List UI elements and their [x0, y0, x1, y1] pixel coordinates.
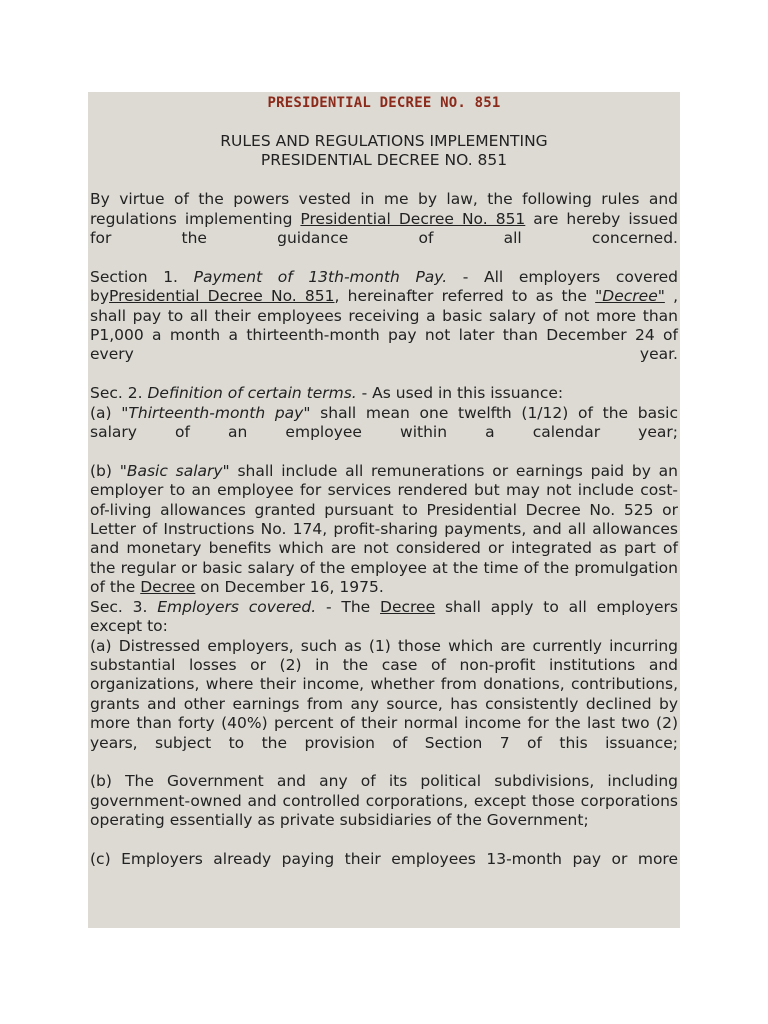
section-2-heading-paragraph: Sec. 2. Definition of certain terms. - As used in this issuance: [90, 384, 564, 403]
section-3-item-b: (b) The Government and any of its political subdivisions, including government-owned and controlled corporations, except those corporations operating essentially as private subsidiaries of the Government; [90, 772, 678, 830]
section-3-label: Sec. 3. [90, 597, 148, 616]
section-2-label: Sec. 2. [90, 384, 143, 403]
document-page [88, 92, 680, 928]
pd-851-link[interactable]: Presidential Decree No. 851 [300, 209, 526, 228]
section-2-item-a: (a) "Thirteenth-month pay" shall mean one twelfth (1/12) of the basic salary of an employee within a calendar year; [90, 403, 678, 442]
subtitle-line-2: PRESIDENTIAL DECREE NO. 851 [260, 151, 508, 170]
section-3-item-a: (a) Distressed employers, such as (1) those which are currently incurring substantial losses or (2) in the case of non-profit institutions and organizations, where their income, whether from donations, contributions, grants and other earnings from any source, has consistently declined by more than forty (40%) percent of their normal income for the last two (2) years, subject to the provision of Section 7 of this issuance; [90, 636, 678, 752]
subtitle-line-1: RULES AND REGULATIONS IMPLEMENTING [220, 132, 548, 150]
section-3-heading-paragraph: Sec. 3. Employers covered. - The Decree shall apply to all employers except to: [90, 597, 678, 636]
document-title: PRESIDENTIAL DECREE NO. 851 [267, 95, 501, 111]
term-thirteenth-month-pay: "Thirteenth-month pay" [121, 403, 311, 422]
section-3-heading: Employers covered. [157, 597, 317, 616]
term-basic-salary: "Basic salary" [119, 461, 230, 480]
section-2-heading: Definition of certain terms. [147, 384, 357, 403]
decree-link-2[interactable]: Decree [140, 578, 196, 597]
intro-paragraph: By virtue of the powers vested in me by law, the following rules and regulations implementing Presidential Decree No. 851 are hereby issued for the guidance of all concerned. [90, 190, 678, 248]
document-subtitle [90, 132, 678, 171]
section-1-heading: Payment of 13th-month Pay. [193, 267, 448, 286]
decree-link-3[interactable]: Decree [380, 597, 436, 616]
document-body [88, 94, 680, 869]
section-3-item-c: (c) Employers already paying their employees 13-month pay or more [90, 849, 678, 868]
decree-link[interactable]: "Decree" [595, 287, 665, 306]
section-1-paragraph: Section 1. Payment of 13th-month Pay. - All employers covered byPresidential Decree No. 851, hereinafter referred to as the "Decree" , shall pay to all their employees receiving a basic salary of not more than P1,000 a month a thirteenth-month pay not later than December 24 of every year. [90, 267, 679, 364]
section-1-label: Section 1. [90, 267, 178, 286]
pd-851-link-2[interactable]: Presidential Decree No. 851 [109, 287, 335, 306]
section-2-item-b: (b) "Basic salary" shall include all remunerations or earnings paid by an employer to an employee for services rendered but may not include cost-of-living allowances granted pursuant to Presidential Decree No. 525 or Letter of Instructions No. 174, profit-sharing payments, and all allowances and monetary benefits which are not considered or integrated as part of the regular or basic salary of the employee at the time of the promulgation of the Decree on December 16, 1975. [90, 461, 678, 597]
